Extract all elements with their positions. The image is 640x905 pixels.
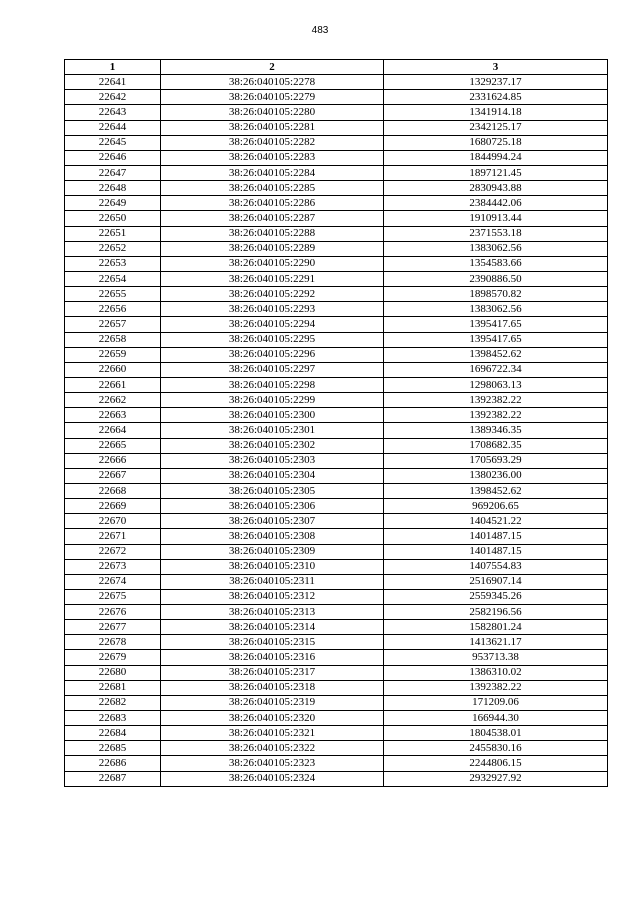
value-cell: 1354583.66 xyxy=(384,256,608,271)
value-cell: 2342125.17 xyxy=(384,120,608,135)
table-row xyxy=(65,226,608,241)
value-cell: 1401487.15 xyxy=(384,529,608,544)
value-cell: 171209.06 xyxy=(384,695,608,710)
row-number-cell: 22649 xyxy=(65,196,161,211)
value-cell: 1582801.24 xyxy=(384,620,608,635)
table-row xyxy=(65,620,608,635)
row-number-cell: 22674 xyxy=(65,574,161,589)
row-number-cell: 22676 xyxy=(65,605,161,620)
row-number-cell: 22651 xyxy=(65,226,161,241)
value-cell: 1404521.22 xyxy=(384,514,608,529)
table-row xyxy=(65,408,608,423)
row-number-cell: 22663 xyxy=(65,408,161,423)
value-cell: 1395417.65 xyxy=(384,317,608,332)
cadastral-number-cell: 38:26:040105:2280 xyxy=(161,105,384,120)
row-number-cell: 22655 xyxy=(65,287,161,302)
table-row xyxy=(65,241,608,256)
value-cell: 2516907.14 xyxy=(384,574,608,589)
table-row xyxy=(65,741,608,756)
value-cell: 1389346.35 xyxy=(384,423,608,438)
value-cell: 2455830.16 xyxy=(384,741,608,756)
table-row xyxy=(65,120,608,135)
cadastral-number-cell: 38:26:040105:2322 xyxy=(161,741,384,756)
cadastral-number-cell: 38:26:040105:2308 xyxy=(161,529,384,544)
table-row xyxy=(65,499,608,514)
row-number-cell: 22681 xyxy=(65,680,161,695)
table-row xyxy=(65,483,608,498)
cadastral-number-cell: 38:26:040105:2305 xyxy=(161,483,384,498)
row-number-cell: 22686 xyxy=(65,756,161,771)
row-number-cell: 22656 xyxy=(65,302,161,317)
row-number-cell: 22664 xyxy=(65,423,161,438)
value-cell: 1386310.02 xyxy=(384,665,608,680)
row-number-cell: 22653 xyxy=(65,256,161,271)
row-number-cell: 22661 xyxy=(65,377,161,392)
value-cell: 1392382.22 xyxy=(384,393,608,408)
value-cell: 969206.65 xyxy=(384,499,608,514)
value-cell: 2390886.50 xyxy=(384,271,608,286)
page-number: 483 xyxy=(311,25,329,36)
table-row xyxy=(65,529,608,544)
value-cell: 1680725.18 xyxy=(384,135,608,150)
table-row xyxy=(65,271,608,286)
cadastral-number-cell: 38:26:040105:2306 xyxy=(161,499,384,514)
cadastral-number-cell: 38:26:040105:2282 xyxy=(161,135,384,150)
cadastral-number-cell: 38:26:040105:2303 xyxy=(161,453,384,468)
value-cell: 2244806.15 xyxy=(384,756,608,771)
table-row xyxy=(65,135,608,150)
value-cell: 166944.30 xyxy=(384,711,608,726)
row-number-cell: 22643 xyxy=(65,105,161,120)
table-row xyxy=(65,559,608,574)
row-number-cell: 22679 xyxy=(65,650,161,665)
row-number-cell: 22687 xyxy=(65,771,161,786)
cadastral-number-cell: 38:26:040105:2296 xyxy=(161,347,384,362)
table-row xyxy=(65,332,608,347)
row-number-cell: 22666 xyxy=(65,453,161,468)
value-cell: 1383062.56 xyxy=(384,241,608,256)
row-number-cell: 22646 xyxy=(65,150,161,165)
row-number-cell: 22685 xyxy=(65,741,161,756)
cadastral-number-cell: 38:26:040105:2291 xyxy=(161,271,384,286)
table-row xyxy=(65,635,608,650)
cadastral-number-cell: 38:26:040105:2307 xyxy=(161,514,384,529)
value-cell: 1395417.65 xyxy=(384,332,608,347)
table-row xyxy=(65,423,608,438)
table-row xyxy=(65,544,608,559)
table-row xyxy=(65,605,608,620)
value-cell: 1708682.35 xyxy=(384,438,608,453)
row-number-cell: 22683 xyxy=(65,711,161,726)
cadastral-number-cell: 38:26:040105:2302 xyxy=(161,438,384,453)
cadastral-number-cell: 38:26:040105:2285 xyxy=(161,181,384,196)
value-cell: 1401487.15 xyxy=(384,544,608,559)
value-cell: 1910913.44 xyxy=(384,211,608,226)
row-number-cell: 22667 xyxy=(65,468,161,483)
row-number-cell: 22671 xyxy=(65,529,161,544)
table-row xyxy=(65,453,608,468)
row-number-cell: 22680 xyxy=(65,665,161,680)
cadastral-number-cell: 38:26:040105:2292 xyxy=(161,287,384,302)
value-cell: 1413621.17 xyxy=(384,635,608,650)
row-number-cell: 22672 xyxy=(65,544,161,559)
cadastral-number-cell: 38:26:040105:2300 xyxy=(161,408,384,423)
row-number-cell: 22678 xyxy=(65,635,161,650)
cadastral-number-cell: 38:26:040105:2318 xyxy=(161,680,384,695)
table-row xyxy=(65,256,608,271)
value-cell: 2384442.06 xyxy=(384,196,608,211)
cadastral-number-cell: 38:26:040105:2278 xyxy=(161,75,384,90)
cadastral-number-cell: 38:26:040105:2295 xyxy=(161,332,384,347)
table-row xyxy=(65,317,608,332)
row-number-cell: 22641 xyxy=(65,75,161,90)
table-row xyxy=(65,680,608,695)
table-row xyxy=(65,514,608,529)
row-number-cell: 22648 xyxy=(65,181,161,196)
table-row xyxy=(65,468,608,483)
table-row xyxy=(65,695,608,710)
cadastral-number-cell: 38:26:040105:2313 xyxy=(161,605,384,620)
cadastral-number-cell: 38:26:040105:2321 xyxy=(161,726,384,741)
table-row xyxy=(65,211,608,226)
table-row xyxy=(65,726,608,741)
row-number-cell: 22642 xyxy=(65,90,161,105)
value-cell: 2371553.18 xyxy=(384,226,608,241)
value-cell: 1392382.22 xyxy=(384,680,608,695)
row-number-cell: 22659 xyxy=(65,347,161,362)
header-row xyxy=(65,60,608,75)
cadastral-number-cell: 38:26:040105:2315 xyxy=(161,635,384,650)
table-row xyxy=(65,756,608,771)
cadastral-number-cell: 38:26:040105:2324 xyxy=(161,771,384,786)
row-number-cell: 22654 xyxy=(65,271,161,286)
row-number-cell: 22658 xyxy=(65,332,161,347)
cadastral-number-cell: 38:26:040105:2286 xyxy=(161,196,384,211)
cadastral-number-cell: 38:26:040105:2320 xyxy=(161,711,384,726)
value-cell: 2559345.26 xyxy=(384,589,608,604)
table-row xyxy=(65,90,608,105)
row-number-cell: 22670 xyxy=(65,514,161,529)
table-header xyxy=(65,60,608,75)
cadastral-number-cell: 38:26:040105:2323 xyxy=(161,756,384,771)
cadastral-number-cell: 38:26:040105:2304 xyxy=(161,468,384,483)
table-row xyxy=(65,105,608,120)
cadastral-number-cell: 38:26:040105:2284 xyxy=(161,165,384,180)
value-cell: 2331624.85 xyxy=(384,90,608,105)
table-row xyxy=(65,665,608,680)
table-row xyxy=(65,75,608,90)
value-cell: 1696722.34 xyxy=(384,362,608,377)
value-cell: 1897121.45 xyxy=(384,165,608,180)
row-number-cell: 22682 xyxy=(65,695,161,710)
row-number-cell: 22675 xyxy=(65,589,161,604)
table-row xyxy=(65,393,608,408)
value-cell: 2582196.56 xyxy=(384,605,608,620)
cadastral-number-cell: 38:26:040105:2314 xyxy=(161,620,384,635)
value-cell: 1383062.56 xyxy=(384,302,608,317)
registry-table xyxy=(64,59,608,787)
table-row xyxy=(65,181,608,196)
row-number-cell: 22668 xyxy=(65,483,161,498)
value-cell: 1298063.13 xyxy=(384,377,608,392)
cadastral-number-cell: 38:26:040105:2319 xyxy=(161,695,384,710)
value-cell: 1380236.00 xyxy=(384,468,608,483)
cadastral-number-cell: 38:26:040105:2279 xyxy=(161,90,384,105)
value-cell: 1804538.01 xyxy=(384,726,608,741)
row-number-cell: 22673 xyxy=(65,559,161,574)
value-cell: 2830943.88 xyxy=(384,181,608,196)
row-number-cell: 22650 xyxy=(65,211,161,226)
cadastral-number-cell: 38:26:040105:2316 xyxy=(161,650,384,665)
value-cell: 1705693.29 xyxy=(384,453,608,468)
value-cell: 953713.38 xyxy=(384,650,608,665)
table-row xyxy=(65,302,608,317)
value-cell: 1392382.22 xyxy=(384,408,608,423)
cadastral-number-cell: 38:26:040105:2293 xyxy=(161,302,384,317)
row-number-cell: 22647 xyxy=(65,165,161,180)
value-cell: 1329237.17 xyxy=(384,75,608,90)
table-row xyxy=(65,377,608,392)
table-row xyxy=(65,287,608,302)
table-row xyxy=(65,711,608,726)
cadastral-number-cell: 38:26:040105:2294 xyxy=(161,317,384,332)
cadastral-number-cell: 38:26:040105:2317 xyxy=(161,665,384,680)
row-number-cell: 22677 xyxy=(65,620,161,635)
cadastral-number-cell: 38:26:040105:2290 xyxy=(161,256,384,271)
table-row xyxy=(65,347,608,362)
table-row xyxy=(65,150,608,165)
row-number-cell: 22657 xyxy=(65,317,161,332)
row-number-cell: 22665 xyxy=(65,438,161,453)
row-number-cell: 22645 xyxy=(65,135,161,150)
cadastral-number-cell: 38:26:040105:2309 xyxy=(161,544,384,559)
table-row xyxy=(65,438,608,453)
value-cell: 1341914.18 xyxy=(384,105,608,120)
cadastral-number-cell: 38:26:040105:2299 xyxy=(161,393,384,408)
cadastral-number-cell: 38:26:040105:2281 xyxy=(161,120,384,135)
column-header-2: 2 xyxy=(161,60,384,75)
value-cell: 1398452.62 xyxy=(384,483,608,498)
row-number-cell: 22652 xyxy=(65,241,161,256)
table-body xyxy=(65,75,608,787)
cadastral-number-cell: 38:26:040105:2287 xyxy=(161,211,384,226)
table-row xyxy=(65,771,608,786)
row-number-cell: 22644 xyxy=(65,120,161,135)
cadastral-number-cell: 38:26:040105:2289 xyxy=(161,241,384,256)
value-cell: 1844994.24 xyxy=(384,150,608,165)
row-number-cell: 22660 xyxy=(65,362,161,377)
value-cell: 2932927.92 xyxy=(384,771,608,786)
row-number-cell: 22669 xyxy=(65,499,161,514)
table-row xyxy=(65,574,608,589)
cadastral-number-cell: 38:26:040105:2310 xyxy=(161,559,384,574)
table-row xyxy=(65,362,608,377)
cadastral-number-cell: 38:26:040105:2283 xyxy=(161,150,384,165)
table-row xyxy=(65,165,608,180)
cadastral-number-cell: 38:26:040105:2312 xyxy=(161,589,384,604)
table-row xyxy=(65,196,608,211)
table-row xyxy=(65,650,608,665)
cadastral-number-cell: 38:26:040105:2298 xyxy=(161,377,384,392)
cadastral-number-cell: 38:26:040105:2311 xyxy=(161,574,384,589)
table-row xyxy=(65,589,608,604)
cadastral-number-cell: 38:26:040105:2297 xyxy=(161,362,384,377)
value-cell: 1398452.62 xyxy=(384,347,608,362)
cadastral-number-cell: 38:26:040105:2301 xyxy=(161,423,384,438)
cadastral-number-cell: 38:26:040105:2288 xyxy=(161,226,384,241)
row-number-cell: 22662 xyxy=(65,393,161,408)
value-cell: 1898570.82 xyxy=(384,287,608,302)
value-cell: 1407554.83 xyxy=(384,559,608,574)
row-number-cell: 22684 xyxy=(65,726,161,741)
column-header-1: 1 xyxy=(65,60,161,75)
column-header-3: 3 xyxy=(384,60,608,75)
